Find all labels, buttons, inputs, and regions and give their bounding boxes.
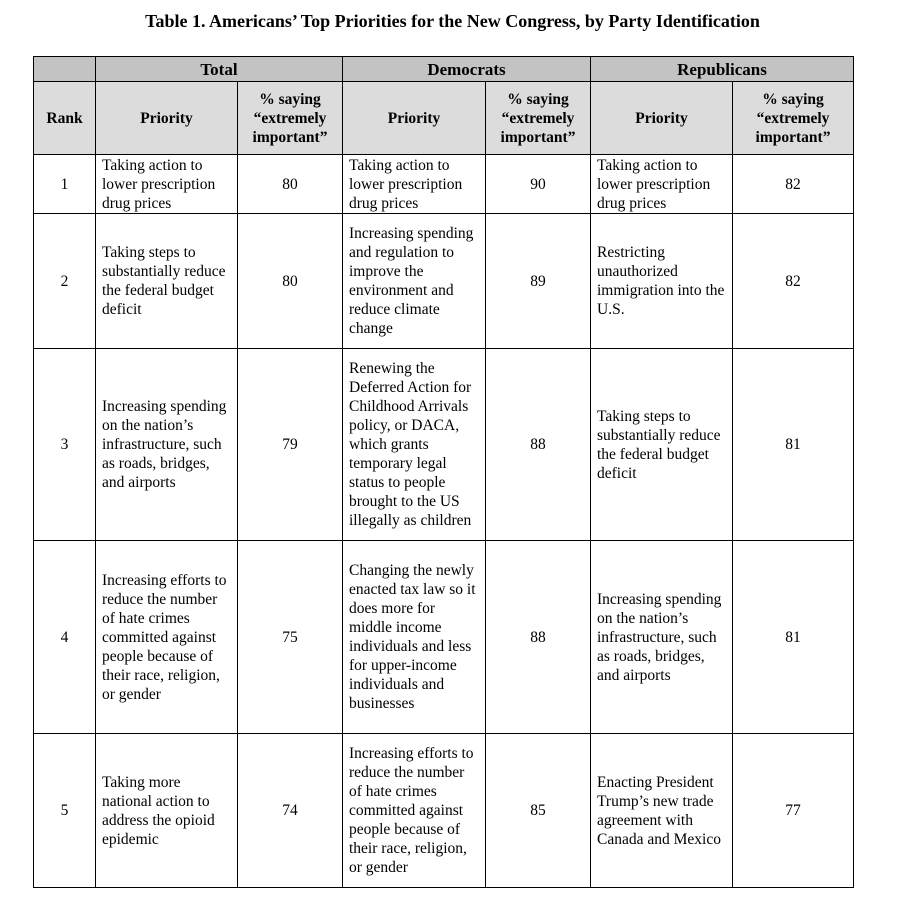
- group-header-total: Total: [96, 57, 343, 82]
- total-percent-cell: 80: [238, 214, 343, 349]
- rep-percent-cell: 81: [733, 349, 854, 541]
- rep-priority-header: Priority: [591, 82, 733, 155]
- table-row: [34, 155, 854, 214]
- table-row: [34, 734, 854, 888]
- dem-priority-cell: Increasing efforts to reduce the number of hate crimes committed against people because of their race, religion, or gender: [343, 734, 486, 888]
- rank-cell: 5: [34, 734, 96, 888]
- dem-priority-cell: Taking action to lower prescription drug prices: [343, 155, 486, 214]
- dem-percent-cell: 85: [486, 734, 591, 888]
- dem-priority-cell: Increasing spending and regulation to improve the environment and reduce climate change: [343, 214, 486, 349]
- group-header-blank: [34, 57, 96, 82]
- total-priority-header: Priority: [96, 82, 238, 155]
- total-percent-cell: 74: [238, 734, 343, 888]
- dem-priority-header: Priority: [343, 82, 486, 155]
- total-percent-cell: 79: [238, 349, 343, 541]
- total-priority-cell: Increasing efforts to reduce the number of hate crimes committed against people because of their race, religion, or gender: [96, 541, 238, 734]
- dem-percent-cell: 90: [486, 155, 591, 214]
- group-header-democrats: Democrats: [343, 57, 591, 82]
- rep-priority-cell: Enacting President Trump’s new trade agreement with Canada and Mexico: [591, 734, 733, 888]
- total-percent-cell: 75: [238, 541, 343, 734]
- rep-percent-header: % saying “extremely important”: [733, 82, 854, 155]
- rep-priority-cell: Increasing spending on the nation’s infrastructure, such as roads, bridges, and airports: [591, 541, 733, 734]
- total-priority-cell: Taking action to lower prescription drug prices: [96, 155, 238, 214]
- dem-percent-cell: 88: [486, 349, 591, 541]
- rank-cell: 3: [34, 349, 96, 541]
- dem-percent-cell: 88: [486, 541, 591, 734]
- rank-cell: 2: [34, 214, 96, 349]
- rep-percent-cell: 82: [733, 214, 854, 349]
- rep-priority-cell: Taking action to lower prescription drug prices: [591, 155, 733, 214]
- rep-percent-cell: 82: [733, 155, 854, 214]
- group-header-republicans: Republicans: [591, 57, 854, 82]
- rep-priority-cell: Restricting unauthorized immigration into the U.S.: [591, 214, 733, 349]
- table-row: [34, 214, 854, 349]
- group-header-row: [34, 57, 854, 82]
- rep-percent-cell: 77: [733, 734, 854, 888]
- table-row: [34, 541, 854, 734]
- priorities-table: [33, 56, 854, 888]
- total-percent-header: % saying “extremely important”: [238, 82, 343, 155]
- rep-percent-cell: 81: [733, 541, 854, 734]
- total-percent-cell: 80: [238, 155, 343, 214]
- dem-priority-cell: Renewing the Deferred Action for Childhood Arrivals policy, or DACA, which grants temporary legal status to people brought to the US illegally as children: [343, 349, 486, 541]
- column-header-row: [34, 82, 854, 155]
- table-title: Table 1. Americans’ Top Priorities for the New Congress, by Party Identification: [145, 11, 760, 31]
- rank-cell: 4: [34, 541, 96, 734]
- rank-cell: 1: [34, 155, 96, 214]
- dem-priority-cell: Changing the newly enacted tax law so it does more for middle income individuals and less for upper-income individuals and businesses: [343, 541, 486, 734]
- rep-priority-cell: Taking steps to substantially reduce the federal budget deficit: [591, 349, 733, 541]
- table-row: [34, 349, 854, 541]
- dem-percent-header: % saying “extremely important”: [486, 82, 591, 155]
- total-priority-cell: Taking steps to substantially reduce the federal budget deficit: [96, 214, 238, 349]
- rank-header: Rank: [34, 82, 96, 155]
- dem-percent-cell: 89: [486, 214, 591, 349]
- total-priority-cell: Increasing spending on the nation’s infrastructure, such as roads, bridges, and airports: [96, 349, 238, 541]
- total-priority-cell: Taking more national action to address the opioid epidemic: [96, 734, 238, 888]
